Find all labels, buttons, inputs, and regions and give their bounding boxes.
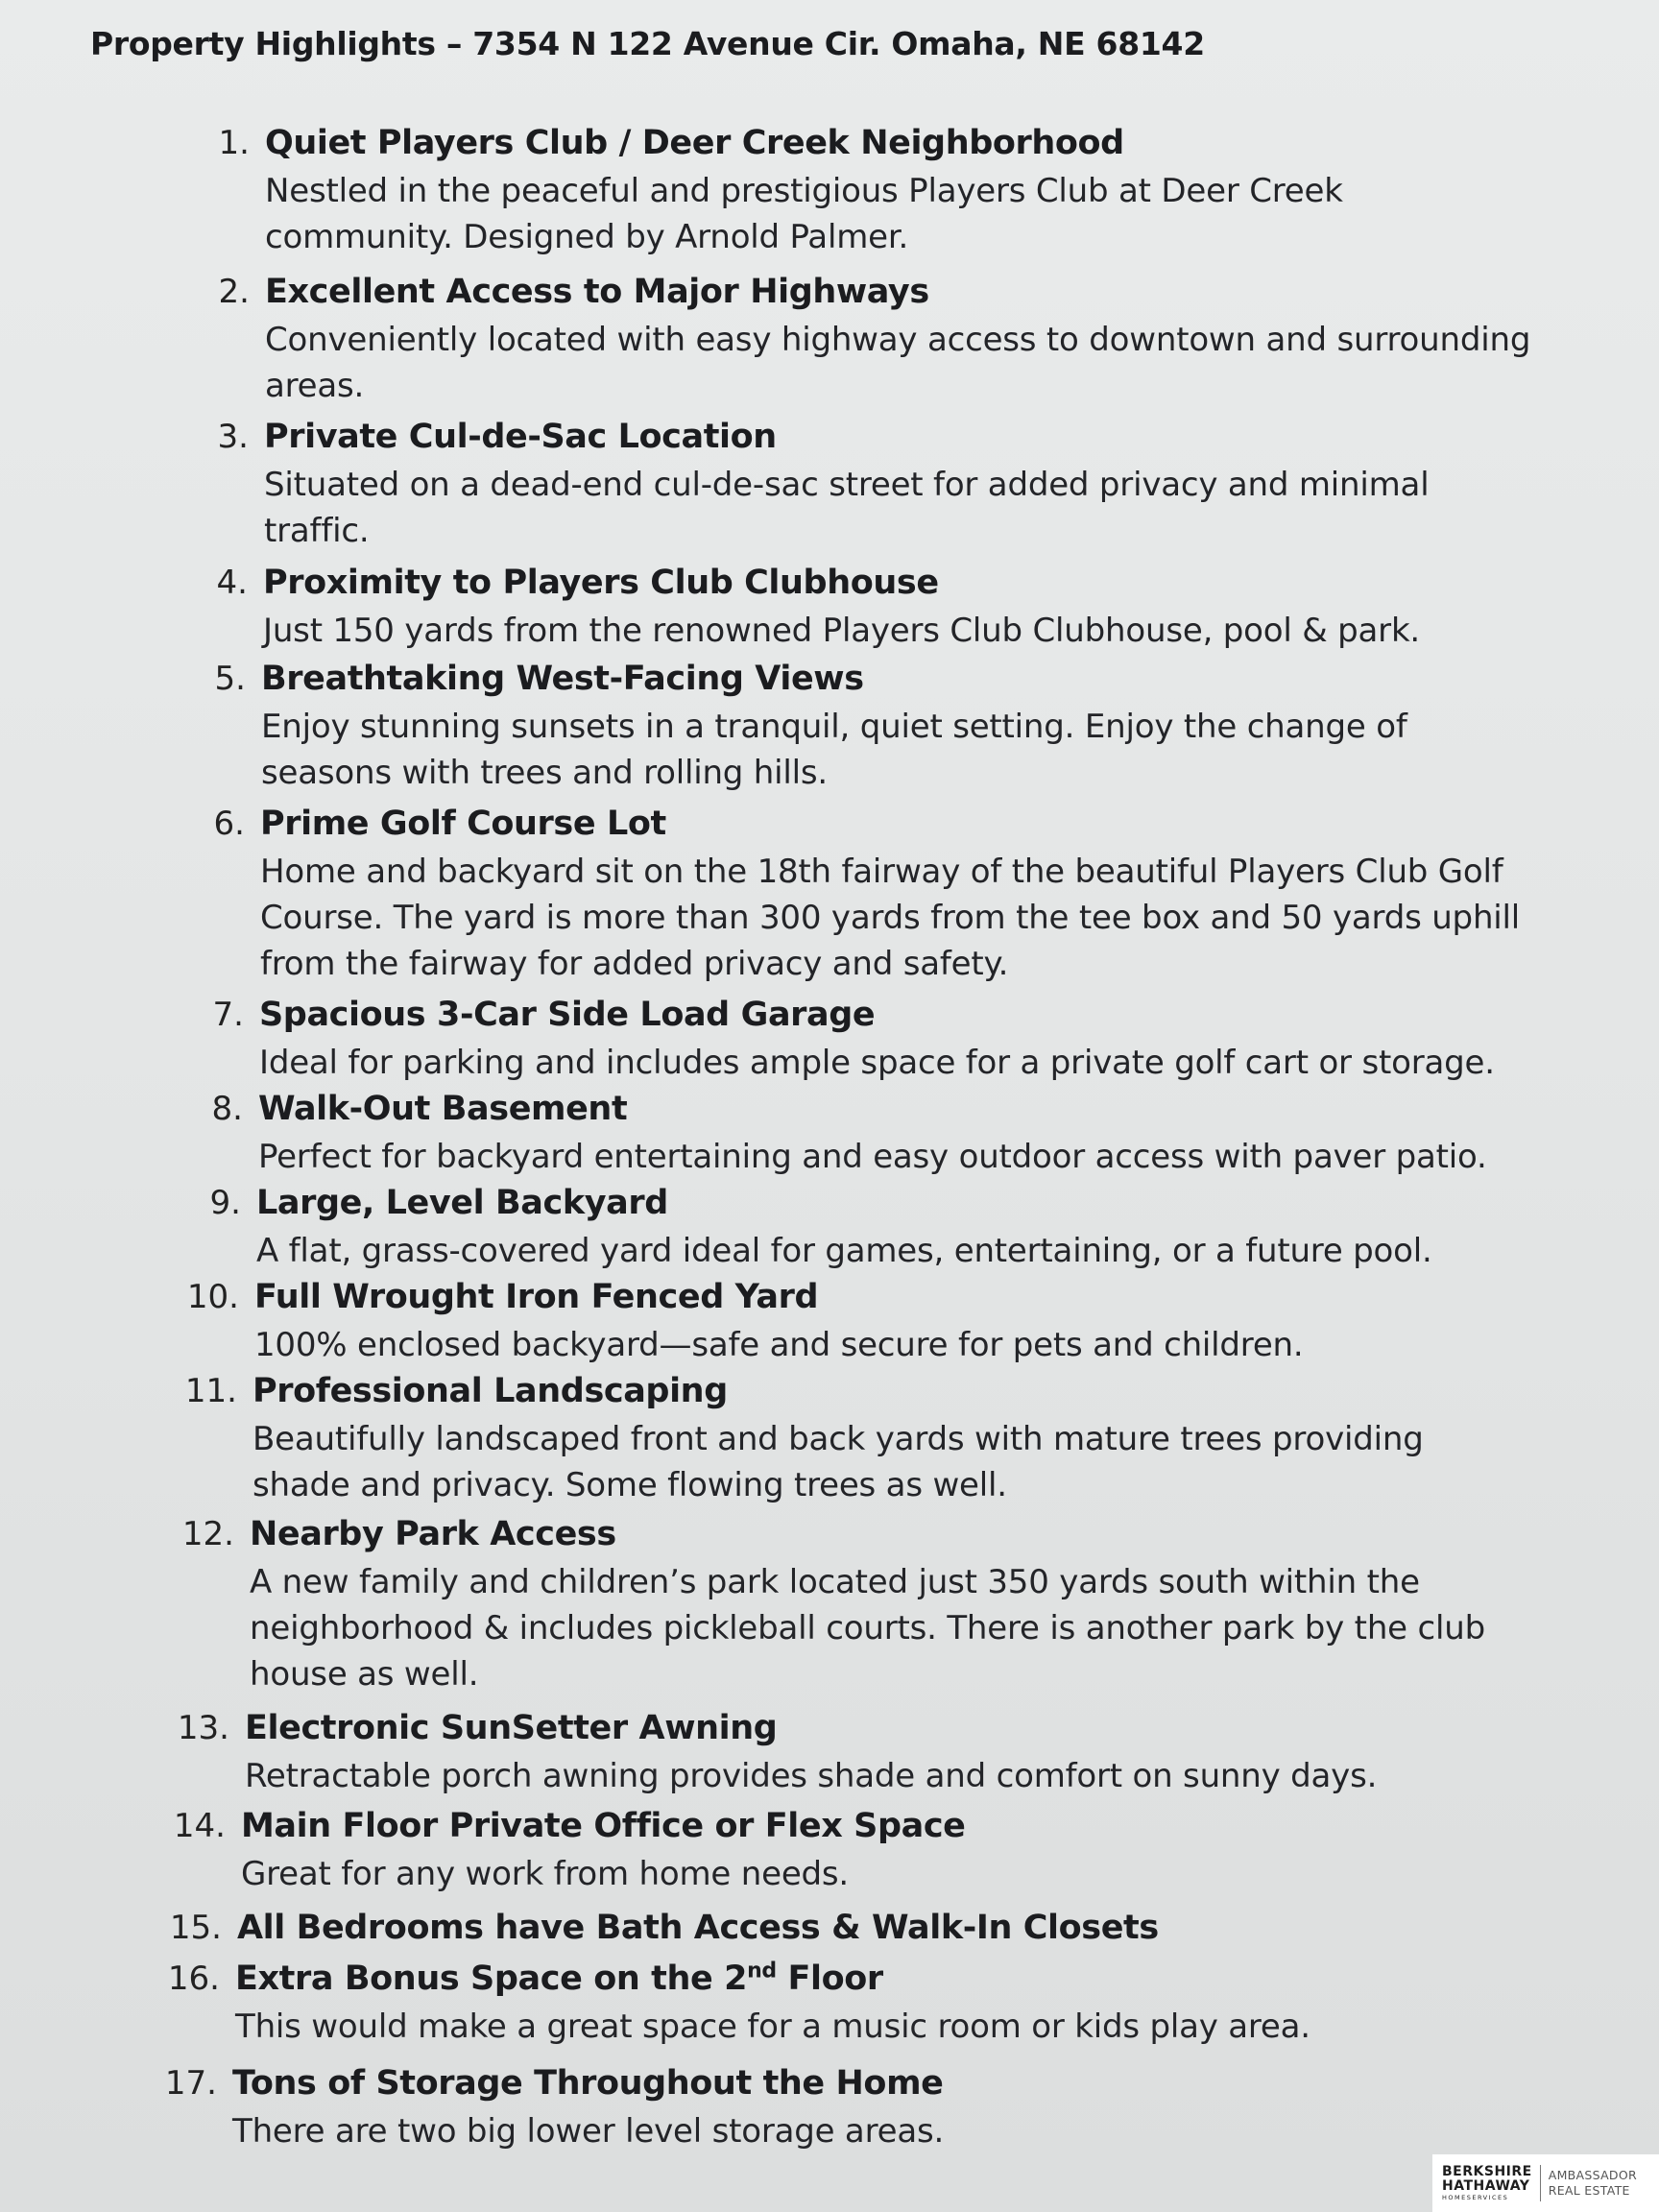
item-line: seasons with trees and rolling hills. xyxy=(261,754,829,792)
item-line: A new family and children’s park located just 350 yards south within the xyxy=(250,1563,1420,1601)
item-line: 100% enclosed backyard—safe and secure for pets and children. xyxy=(254,1326,1304,1364)
item-heading: Nearby Park Access xyxy=(250,1515,616,1553)
item-number: 17. xyxy=(164,2064,217,2103)
item-line: neighborhood & includes pickleball courts. There is another park by the club xyxy=(250,1609,1485,1647)
item-heading: Large, Level Backyard xyxy=(256,1184,668,1222)
item-body xyxy=(260,849,1537,987)
item-body xyxy=(264,462,1541,554)
item-heading: Excellent Access to Major Highways xyxy=(265,273,929,311)
item-number: 11. xyxy=(184,1372,237,1410)
item-body xyxy=(261,704,1538,796)
item-heading: Tons of Storage Throughout the Home xyxy=(232,2064,944,2103)
item-heading: Walk-Out Basement xyxy=(258,1090,628,1128)
item-line: There are two big lower level storage areas. xyxy=(232,2112,945,2151)
item-number: 5. xyxy=(214,660,246,698)
brokerage-logo xyxy=(1432,2154,1659,2212)
item-heading: Proximity to Players Club Clubhouse xyxy=(263,564,939,602)
item-heading: All Bedrooms have Bath Access & Walk-In Closets xyxy=(237,1909,1159,1947)
item-number: 4. xyxy=(216,564,248,602)
item-number: 10. xyxy=(186,1278,239,1316)
item-heading: Spacious 3-Car Side Load Garage xyxy=(259,996,876,1034)
item-heading: Prime Golf Course Lot xyxy=(260,805,666,843)
logo-line: AMBASSADOR xyxy=(1548,2168,1637,2182)
item-body xyxy=(241,1851,1518,1897)
item-line: from the fairway for added privacy and safety. xyxy=(260,945,1009,983)
item-number: 2. xyxy=(218,273,250,311)
item-line: Nestled in the peaceful and prestigious Players Club at Deer Creek xyxy=(265,172,1343,210)
logo-subline: HOMESERVICES xyxy=(1442,2194,1509,2201)
item-line: This would make a great space for a music room or kids play area. xyxy=(235,2008,1310,2046)
logo-line: REAL ESTATE xyxy=(1548,2183,1630,2198)
item-line: house as well. xyxy=(250,1655,479,1694)
item-line: Course. The yard is more than 300 yards from the tee box and 50 yards uphill xyxy=(260,899,1521,937)
item-body xyxy=(265,317,1542,409)
item-body xyxy=(254,1322,1531,1368)
item-line: Home and backyard sit on the 18th fairway of the beautiful Players Club Golf xyxy=(260,853,1503,891)
item-number: 14. xyxy=(173,1807,226,1845)
item-line: traffic. xyxy=(264,512,370,550)
item-heading xyxy=(235,1956,883,2002)
item-heading: Quiet Players Club / Deer Creek Neighborhood xyxy=(265,124,1124,162)
item-line: areas. xyxy=(265,367,365,405)
item-heading: Breathtaking West-Facing Views xyxy=(261,660,864,698)
heading-text-tail: Floor xyxy=(776,1960,883,1998)
item-heading: Main Floor Private Office or Flex Space xyxy=(241,1807,966,1845)
item-body xyxy=(265,168,1542,260)
item-number: 3. xyxy=(217,418,249,456)
item-line: A flat, grass-covered yard ideal for games, entertaining, or a future pool. xyxy=(256,1232,1432,1270)
item-body xyxy=(235,2004,1512,2050)
logo-line: HATHAWAY xyxy=(1442,2178,1530,2194)
item-number: 8. xyxy=(211,1090,243,1128)
item-number: 16. xyxy=(167,1960,220,1998)
item-body xyxy=(258,1134,1535,1180)
item-line: Conveniently located with easy highway access to downtown and surrounding xyxy=(265,321,1531,359)
item-heading: Professional Landscaping xyxy=(252,1372,728,1410)
item-heading: Private Cul-de-Sac Location xyxy=(264,418,777,456)
item-line: Perfect for backyard entertaining and easy outdoor access with paver patio. xyxy=(258,1138,1487,1176)
item-body xyxy=(259,1040,1536,1086)
item-line: Situated on a dead-end cul-de-sac street for added privacy and minimal xyxy=(264,466,1430,504)
item-line: Enjoy stunning sunsets in a tranquil, quiet setting. Enjoy the change of xyxy=(261,708,1407,746)
logo-divider xyxy=(1540,2165,1541,2201)
item-body xyxy=(250,1559,1527,1697)
item-line: Just 150 yards from the renowned Players Club Clubhouse, pool & park. xyxy=(263,612,1421,650)
item-body xyxy=(245,1753,1522,1799)
item-body xyxy=(263,608,1540,654)
item-number: 15. xyxy=(169,1909,222,1947)
item-line: Beautifully landscaped front and back yards with mature trees providing xyxy=(252,1420,1424,1458)
item-number: 9. xyxy=(209,1184,241,1222)
item-line: Ideal for parking and includes ample space for a private golf cart or storage. xyxy=(259,1044,1495,1082)
item-line: Great for any work from home needs. xyxy=(241,1855,850,1893)
heading-text: Extra Bonus Space on the 2 xyxy=(235,1960,748,1998)
item-number: 6. xyxy=(213,805,245,843)
logo-ambassador xyxy=(1549,2168,1637,2199)
item-number: 12. xyxy=(181,1515,234,1553)
page-title: Property Highlights – 7354 N 122 Avenue Cir. Omaha, NE 68142 xyxy=(90,25,1205,62)
item-number: 1. xyxy=(218,124,250,162)
item-number: 13. xyxy=(177,1709,229,1747)
item-heading: Electronic SunSetter Awning xyxy=(245,1709,778,1747)
heading-superscript: nd xyxy=(747,1959,777,1984)
logo-berkshire xyxy=(1432,2165,1532,2201)
item-line: community. Designed by Arnold Palmer. xyxy=(265,218,909,256)
item-body xyxy=(256,1228,1533,1274)
item-line: Retractable porch awning provides shade and comfort on sunny days. xyxy=(245,1757,1378,1795)
item-line: shade and privacy. Some flowing trees as well. xyxy=(252,1466,1007,1504)
item-body xyxy=(232,2108,1509,2154)
item-heading: Full Wrought Iron Fenced Yard xyxy=(254,1278,819,1316)
item-body xyxy=(252,1416,1529,1508)
logo-line: BERKSHIRE xyxy=(1442,2164,1532,2179)
item-number: 7. xyxy=(212,996,244,1034)
